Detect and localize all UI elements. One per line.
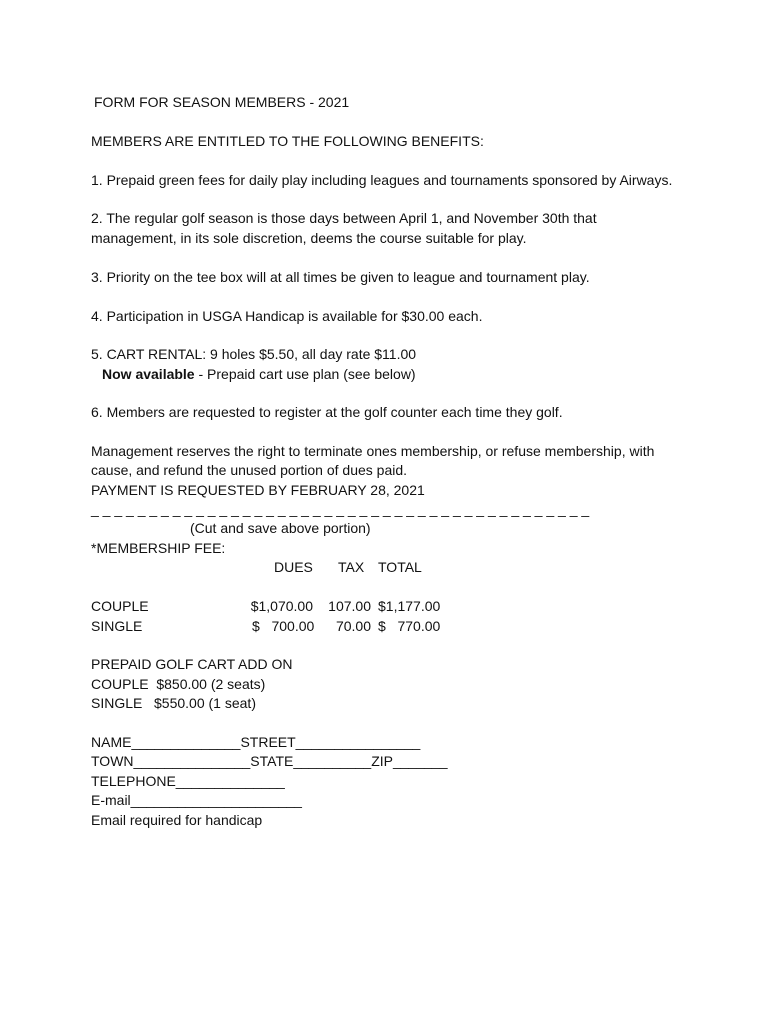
telephone-field[interactable]: TELEPHONE______________ [91, 773, 285, 789]
town-state-zip-fields[interactable]: TOWN_______________STATE__________ZIP_______ [91, 753, 448, 769]
fee-row-label: SINGLE [91, 618, 143, 634]
benefits-heading: MEMBERS ARE ENTITLED TO THE FOLLOWING BENEFITS: [91, 133, 484, 149]
cart-add-on-heading: PREPAID GOLF CART ADD ON [91, 656, 293, 672]
benefit-5-line-1: 5. CART RENTAL: 9 holes $5.50, all day rate $11.00 [91, 346, 417, 362]
email-requirement-note: Email required for handicap [91, 812, 263, 828]
cut-line: _ _ _ _ _ _ _ _ _ _ _ _ _ _ _ _ _ _ _ _ _ _ _ _ _ _ _ _ _ _ _ _ _ _ _ _ _ _ _ _ _ _ _ [91, 501, 590, 517]
fee-row-dues: $ 700.00 [252, 618, 315, 634]
fee-header-total: TOTAL [378, 559, 422, 575]
cart-single-price: SINGLE $550.00 (1 seat) [91, 695, 256, 711]
payment-deadline: PAYMENT IS REQUESTED BY FEBRUARY 28, 2021 [91, 482, 425, 498]
fee-header-dues: DUES [274, 559, 313, 575]
benefit-3: 3. Priority on the tee box will at all times be given to league and tournament play. [91, 269, 590, 285]
membership-fee-heading: *MEMBERSHIP FEE: [91, 540, 226, 556]
fee-row-total: $ 770.00 [378, 618, 441, 634]
benefit-6: 6. Members are requested to register at the golf counter each time they golf. [91, 404, 563, 420]
benefit-2-line-1: 2. The regular golf season is those days between April 1, and November 30th that [91, 210, 597, 226]
prepaid-cart-plan-text: - Prepaid cart use plan (see below) [194, 366, 416, 382]
fee-row-tax: 107.00 [328, 598, 371, 614]
now-available-label: Now available [102, 366, 195, 382]
benefit-1: 1. Prepaid green fees for daily play including leagues and tournaments sponsored by Airways. [91, 172, 673, 188]
fee-row-dues: $1,070.00 [250, 598, 313, 614]
fee-row-total: $1,177.00 [378, 598, 441, 614]
benefit-2-line-2: management, in its sole discretion, deems the course suitable for play. [91, 230, 527, 246]
form-title: FORM FOR SEASON MEMBERS - 2021 [94, 94, 350, 110]
name-street-fields[interactable]: NAME______________STREET________________ [91, 734, 421, 750]
benefit-5-line-2 [102, 365, 416, 384]
fee-row-label: COUPLE [91, 598, 149, 614]
benefit-4: 4. Participation in USGA Handicap is available for $30.00 each. [91, 308, 483, 324]
fee-row-tax: 70.00 [335, 618, 371, 634]
email-field[interactable]: E-mail______________________ [91, 792, 302, 808]
management-line-2: cause, and refund the unused portion of dues paid. [91, 462, 408, 478]
management-line-1: Management reserves the right to terminate ones membership, or refuse membership, with [91, 443, 655, 459]
cart-couple-price: COUPLE $850.00 (2 seats) [91, 676, 266, 692]
cut-note: (Cut and save above portion) [190, 520, 371, 536]
fee-header-tax: TAX [338, 559, 365, 575]
